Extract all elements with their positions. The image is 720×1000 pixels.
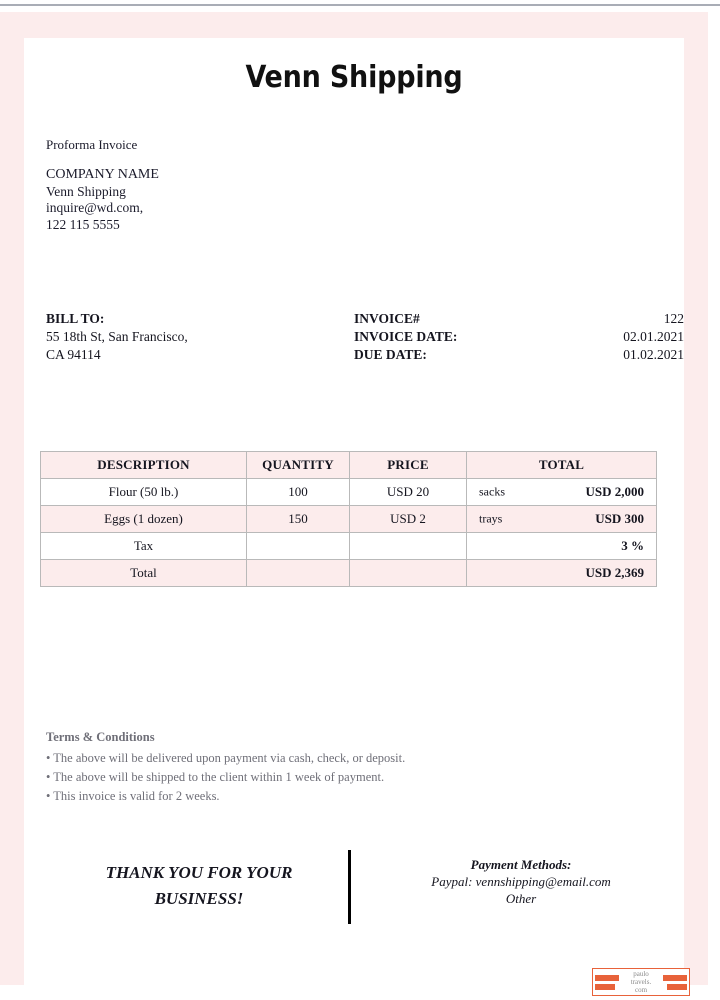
terms-item: • This invoice is valid for 2 weeks.: [46, 789, 220, 803]
table-row-tax: [41, 533, 657, 560]
table-row-total: [41, 560, 657, 587]
invoice-date-value: 02.01.2021: [623, 329, 684, 344]
terms-and-conditions: [46, 730, 606, 806]
column-header-quantity: QUANTITY: [247, 452, 350, 479]
cell-description: Eggs (1 dozen): [41, 506, 247, 533]
column-header-description: DESCRIPTION: [41, 452, 247, 479]
company-name: Venn Shipping: [46, 183, 126, 199]
cell-quantity: [247, 533, 350, 560]
terms-item: • The above will be shipped to the client within 1 week of payment.: [46, 770, 385, 784]
cell-total: [467, 479, 657, 506]
column-header-total: TOTAL: [467, 452, 657, 479]
page-title: Venn Shipping: [245, 60, 463, 95]
cell-total-amount: USD 2,369: [585, 565, 644, 580]
cell-total-amount: USD 300: [595, 511, 644, 526]
line-items-table: [40, 451, 657, 587]
invoice-number-label: INVOICE#: [354, 311, 420, 326]
cell-quantity: [247, 560, 350, 587]
cell-quantity: 150: [247, 506, 350, 533]
table-body: [41, 479, 657, 587]
company-email: inquire@wd.com,: [46, 200, 144, 215]
table-header: [41, 452, 657, 479]
bill-to-address-line-1: 55 18th St, San Francisco,: [46, 329, 188, 344]
terms-item: • The above will be delivered upon payment via cash, check, or deposit.: [46, 751, 406, 765]
footer-divider: [348, 850, 351, 924]
table-row: [41, 479, 657, 506]
document-type-label: Proforma Invoice: [46, 137, 138, 152]
page-frame: [0, 12, 708, 994]
cell-quantity: 100: [247, 479, 350, 506]
top-rule: [0, 4, 720, 6]
cell-price: [350, 560, 467, 587]
page-sheet: [24, 38, 684, 998]
cell-price: [350, 533, 467, 560]
cell-price: USD 20: [350, 479, 467, 506]
invoice-number-row: [354, 310, 684, 328]
payment-methods-title: Payment Methods:: [470, 857, 572, 872]
cell-total-amount: 3 %: [621, 538, 644, 553]
logo-text-line-1: paulo: [633, 970, 649, 978]
bill-to-block: [46, 310, 188, 364]
cell-total: [467, 506, 657, 533]
bill-to-label: BILL TO:: [46, 311, 105, 326]
invoice-date-row: [354, 328, 684, 346]
thank-you-line-2: BUSINESS!: [154, 889, 244, 908]
table-header-row: [41, 452, 657, 479]
bill-to-address-line-2: CA 94114: [46, 347, 101, 362]
table-row: [41, 506, 657, 533]
logo-text-line-2: travels.: [630, 978, 652, 986]
thank-you-message: [64, 860, 334, 912]
terms-heading: Terms & Conditions: [46, 730, 155, 744]
logo-bars-right-icon: [663, 969, 689, 995]
cell-total-amount: USD 2,000: [585, 484, 644, 499]
due-date-label: DUE DATE:: [354, 347, 427, 362]
logo-text-line-3: com: [634, 986, 648, 994]
cell-unit: trays: [479, 511, 503, 526]
due-date-row: [354, 346, 684, 364]
cell-description: Tax: [41, 533, 247, 560]
payment-methods-block: [376, 856, 666, 907]
column-header-price: PRICE: [350, 452, 467, 479]
payment-method-paypal: Paypal: vennshipping@email.com: [431, 874, 611, 889]
invoice-date-label: INVOICE DATE:: [354, 329, 458, 344]
logo-badge: [592, 968, 690, 996]
company-name-label: COMPANY NAME: [46, 167, 159, 182]
due-date-value: 01.02.2021: [623, 347, 684, 362]
invoice-number-value: 122: [663, 311, 684, 326]
line-items-table-wrap: [40, 451, 656, 587]
cell-total: [467, 533, 657, 560]
thank-you-line-1: THANK YOU FOR YOUR: [105, 863, 293, 882]
company-phone: 122 115 5555: [46, 216, 120, 232]
cell-description: Flour (50 lb.): [41, 479, 247, 506]
logo-text: [619, 970, 663, 994]
invoice-meta-block: [354, 310, 684, 364]
payment-method-other: Other: [505, 891, 537, 906]
cell-price: USD 2: [350, 506, 467, 533]
logo-bars-left-icon: [593, 969, 619, 995]
cell-unit: sacks: [479, 484, 505, 499]
cell-total: [467, 560, 657, 587]
cell-description: Total: [41, 560, 247, 587]
company-block: [46, 167, 159, 233]
